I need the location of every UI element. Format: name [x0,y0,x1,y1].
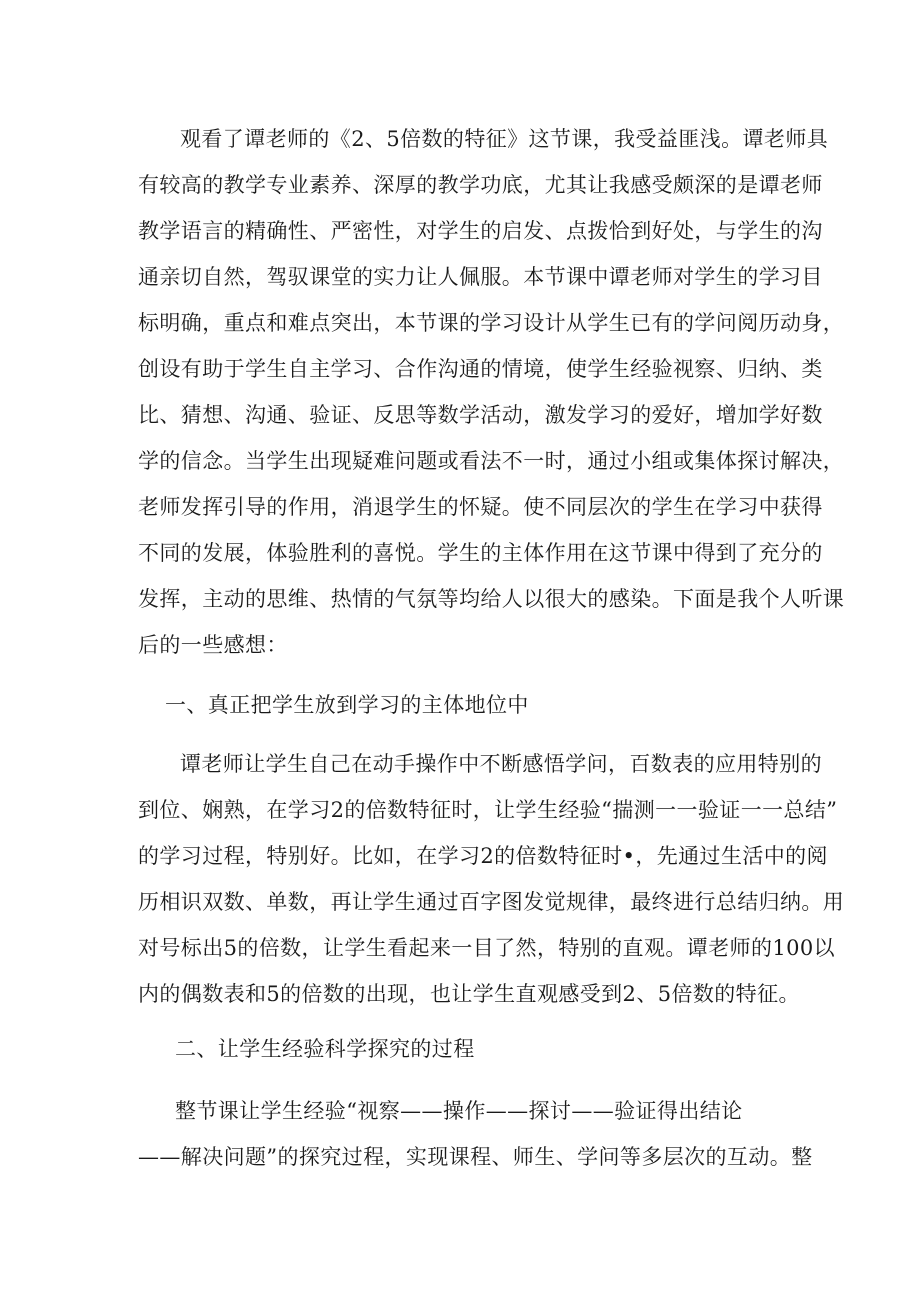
section-heading-1: 一、真正把学生放到学习的主体地位中 [165,693,529,717]
text-line: 谭老师让学生自己在动手操作中不断感悟学问，百数表的应用特别的 [180,752,822,776]
text-line: 对号标出5的倍数，让学生看起来一目了然，特别的直观。谭老师的100以 [138,936,836,960]
text-line: 教学语言的精确性、严密性，对学生的启发、点拨恰到好处，与学生的沟 [138,219,823,243]
text-line: 不同的发展，体验胜利的喜悦。学生的主体作用在这节课中得到了充分的 [138,541,823,565]
text-line: ——解决问题”的探究过程，实现课程、师生、学问等多层次的互动。整 [138,1145,813,1169]
text-line: 历相识双数、单数，再让学生通过百字图发觉规律，最终进行总结归纳。用 [138,890,845,914]
text-line: 通亲切自然，驾驭课堂的实力让人佩服。本节课中谭老师对学生的学习目 [138,265,823,289]
text-line: 的学习过程，特别好。比如，在学习2的倍数特征时•，先通过生活中的阅 [138,844,828,868]
text-line: 标明确，重点和难点突出，本节课的学习设计从学生已有的学问阅历动身， [138,311,845,335]
text-line: 内的偶数表和5的倍数的出现，也让学生直观感受到2、5倍数的特征。 [138,982,800,1006]
text-line: 老师发挥引导的作用，消退学生的怀疑。使不同层次的学生在学习中获得 [138,495,823,519]
text-line: 到位、娴熟，在学习2的倍数特征时，让学生经验“揣测一一验证一一总结” [138,798,838,822]
text-line: 观看了谭老师的《2、5倍数的特征》这节课，我受益匪浅。谭老师具 [180,127,829,151]
section-heading-2: 二、让学生经验科学探究的过程 [175,1037,475,1061]
text-line: 创设有助于学生自主学习、合作沟通的情境，使学生经验视察、归纳、类 [138,357,823,381]
text-line: 学的信念。当学生出现疑难问题或看法不一时，通过小组或集体探讨解决， [138,449,845,473]
text-line: 发挥，主动的思维、热情的气氛等均给人以很大的感染。下面是我个人听课 [138,587,845,611]
text-line: 比、猜想、沟通、验证、反思等数学活动，激发学习的爱好，增加学好数 [138,403,823,427]
text-line: 后的一些感想： [138,633,288,657]
text-line: 整节课让学生经验“视察——操作——探讨——验证得出结论 [175,1099,743,1123]
text-line: 有较高的教学专业素养、深厚的教学功底，尤其让我感受颇深的是谭老师 [138,173,823,197]
